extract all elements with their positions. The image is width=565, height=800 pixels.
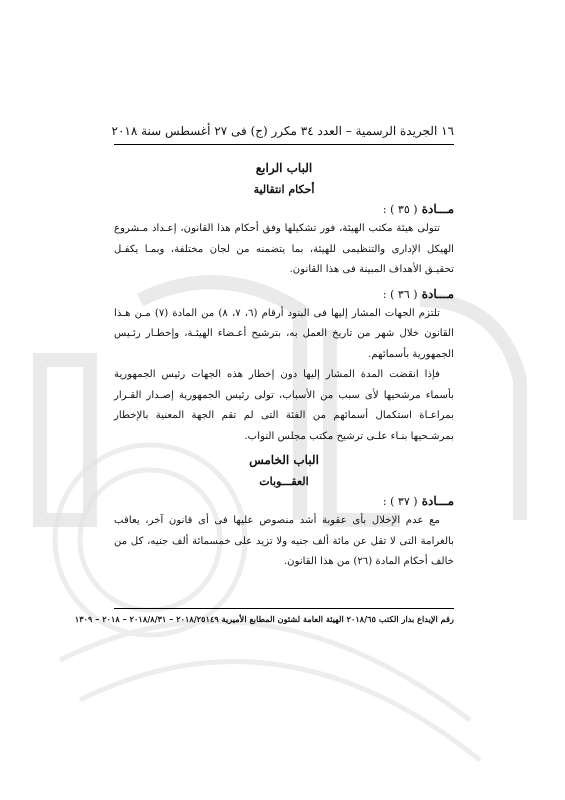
- chapter-section: [114, 161, 454, 447]
- article-heading: [114, 494, 454, 508]
- chapter-title: الباب الرابع: [255, 161, 313, 175]
- article: [114, 494, 454, 573]
- article-paragraph: مع عدم الإخلال بأى عقوبة أشد منصوص عليها فى أى قانون آخر، يعاقب بالغرامة التى لا تقل عن مائة ألف جنيه ولا تزيد على خمسمائة ألف جنيه، كل من خالف أحكام المادة (٢٦) من هذا القانون.: [114, 515, 454, 567]
- article-number: ( ٣٧ ) :: [382, 495, 418, 508]
- chapter-title: الباب الخامس: [249, 453, 319, 467]
- article-label: مـــادة: [421, 494, 454, 508]
- article-heading: [114, 287, 454, 301]
- article-paragraph: فإذا انقضت المدة المشار إليها دون إخطار هذه الجهات رئيس الجمهورية بأسماء مرشحيها لأى سبب من الأسباب، تولى رئيس الجمهورية إصـدار القـرار بمراعـاة استكمال أسمائهم من الفئة التى لم تقم الجهة المعنية بالإخطار بمرشـحيها بنـاء علـى ترشيح مكتب مجلس النواب.: [114, 369, 454, 442]
- article-label: مـــادة: [421, 202, 454, 216]
- publication-footer: رقم الإيداع بدار الكتب ٢٠١٨/٦٥ الهيئة العامة لشئون المطابع الأميرية ٢٠١٨/٢٥١٤٩ – ٢٠١٨/٨/٣١ – ٢٠١٨ – ١٣٠٩: [114, 608, 454, 624]
- page-content: [111, 124, 454, 573]
- article-paragraph: تلتزم الجهات المشار إليها فى البنود أرقام (٦، ٧، ٨) من المادة (٧) مـن هـذا القانون خلال شهر من تاريخ العمل به، بترشيح أعـضاء الهيئـة، وإخطـار رئـيس الجمهورية بأسمائهم.: [114, 307, 454, 360]
- article-heading: [114, 202, 454, 216]
- running-header: ١٦ الجريدة الرسمية – العدد ٣٤ مكرر (ج) فى ٢٧ أغسطس سنة ٢٠١٨: [114, 124, 454, 145]
- article-number: ( ٣٦ ) :: [382, 287, 418, 301]
- article-number: ( ٣٥ ) :: [382, 203, 418, 216]
- chapter-subtitle: أحكام انتقالية: [253, 183, 315, 196]
- article-label: مـــادة: [421, 286, 454, 301]
- article-paragraph: تتولى هيئة مكتب الهيئة، فور تشكيلها وفق أحكام هذا القانون، إعـداد مـشروع الهيكل الإدارى والتنظيمى للهيئة، بما يتضمنه من لجان مختلفة، وبمـا يكفـل تحقيـق الأهداف المبينة فى هذا القانون.: [114, 223, 454, 275]
- chapter-subtitle: العقـــوبات: [259, 475, 309, 488]
- article: [114, 287, 454, 448]
- article: [114, 202, 454, 281]
- chapter-section: [114, 453, 454, 573]
